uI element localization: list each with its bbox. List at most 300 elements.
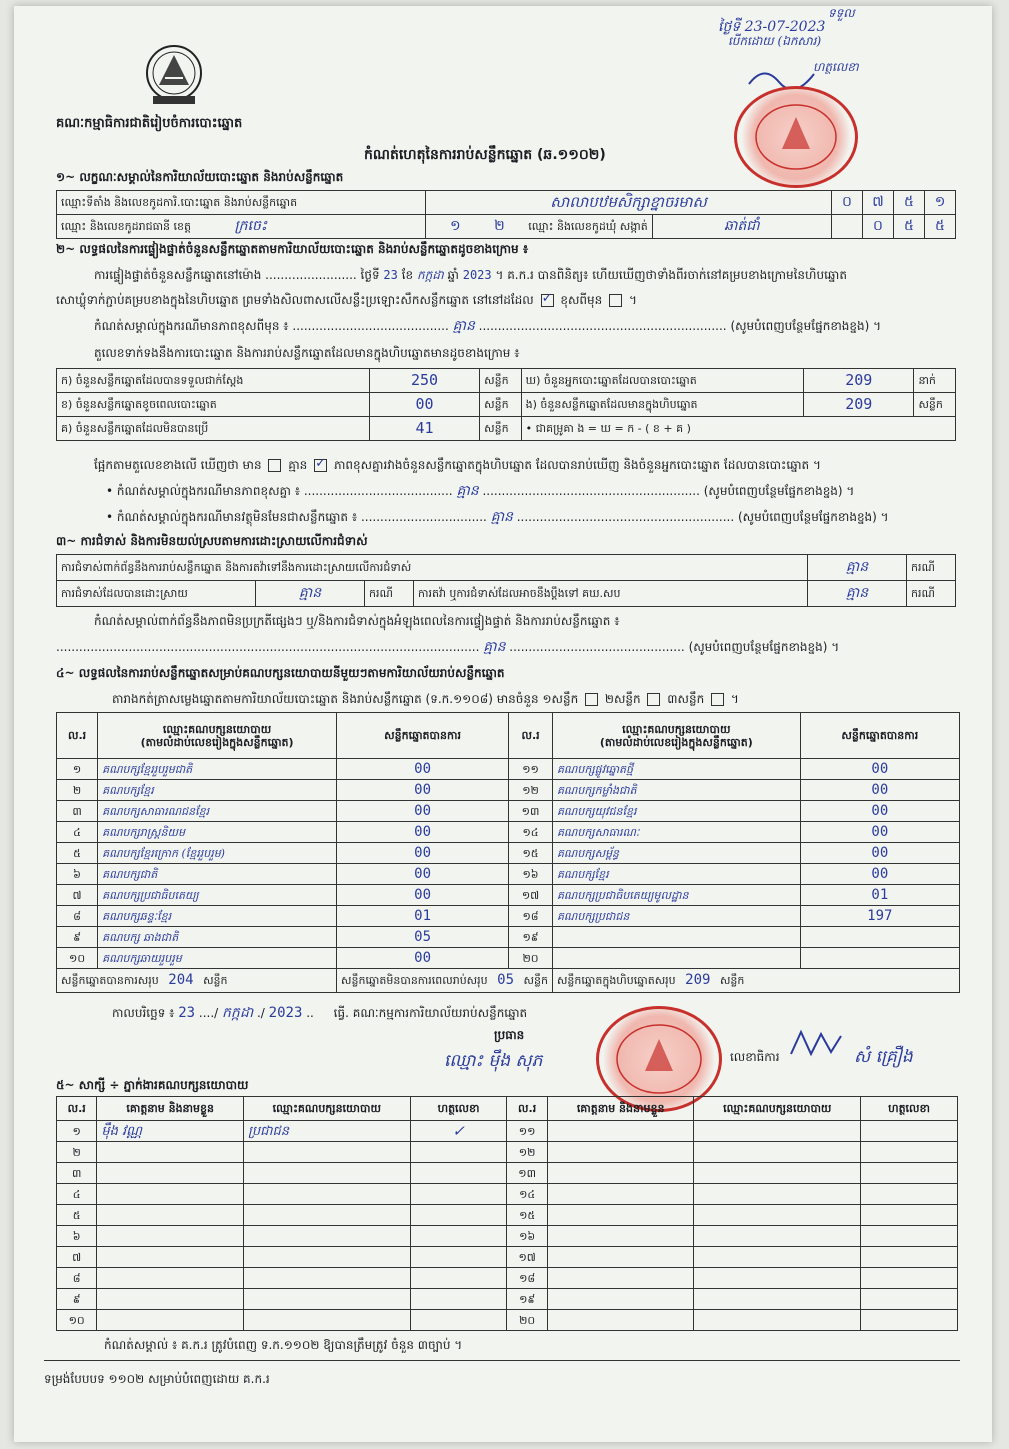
box-total-unit: សន្លឹក [719,974,745,987]
witness-signature [410,1205,507,1226]
station-name-value: សាលាបឋមសិក្សាខ្នាចរមាស [426,191,832,215]
section2-title: ២~ លទ្ធផលនៃការផ្ទៀងផ្ទាត់ចំនួនសន្លឹកឆ្នោតតាមការិយាល័យបោះឆ្នោត និងរាប់សន្លឹកឆ្នោតដូចខាងក្រោម ៖ [56,242,529,256]
bullet1-dots: ....................................... [303,484,453,498]
col-party [98,713,337,759]
party-name: គណបក្សសាធារណៈ [552,822,800,843]
witness-signature: ✓ [410,1121,507,1142]
different-checkbox[interactable] [609,294,622,307]
compare-tail: ភាពខុសគ្នារវាងចំនួនសន្លឹកឆ្នោតក្នុងហិបឆ្នោត ដែលបានរាប់ឃើញ និងចំនួនអ្នកបោះឆ្នោត ដែលបានបោះឆ្នោត ។ [333,458,821,472]
witness-name [97,1226,244,1247]
party-votes: 00 [800,864,959,885]
party-name: គណបក្សផ្លូវឆ្នោតថ្មី [552,759,800,780]
diff-note-dots: ......................................... [292,319,449,333]
party-votes: 00 [337,822,509,843]
results-row [57,864,960,885]
witness-no: ២០ [507,1310,547,1331]
objections-unit: ករណី [907,555,956,581]
witness-signature [861,1268,958,1289]
party-votes: 00 [337,948,509,969]
party-name: គណបក្សប្រជាធិបតេយ្យមូលដ្ឋាន [552,885,800,906]
party-name: គណបក្សប្រជាធិបតេយ្យ [98,885,337,906]
resolved-unit: ករណី [365,581,414,607]
irregularities-dots2: .............................................. [509,640,685,654]
witness-col-party-right: ឈ្មោះគណបក្សនយោបាយ [694,1097,861,1121]
valid-total-unit: សន្លឹក [203,974,228,987]
province-label-text: ឈ្មោះ និងលេខកូដរាជធានី ខេត្ត [61,220,191,233]
has-diff-checkbox[interactable] [268,459,281,472]
witness-no: ៨ [57,1268,97,1289]
witness-name [97,1247,244,1268]
figure-b-unit: សន្លឹក [480,393,522,417]
figure-d-unit: នាក់ [914,369,956,393]
party-votes: 00 [337,864,509,885]
witness-party [694,1184,861,1205]
figure-b-label: ខ) ចំនួនសន្លឹកឆ្នោតខូចពេលបោះឆ្នោត [57,393,370,417]
witness-name [547,1121,694,1142]
witness-no: ១៣ [507,1163,547,1184]
party-name: គណបក្សឆន្ទៈខ្មែរ [98,906,337,927]
col-party-title: ឈ្មោះគណបក្សនយោបាយ [162,722,272,736]
col-party-sub-right: (តាមលំដាប់លេខរៀងក្នុងសន្លឹកឆ្នោត) [599,735,753,749]
two-sheet-label: ២សន្លឹក [604,692,641,706]
diff-note-hint: (សូមបំពេញបន្ថែមផ្នែកខាងខ្នង) ។ [730,319,882,333]
witness-signature [861,1310,958,1331]
results-row [57,801,960,822]
verification-sentence-tail: ។ គ.ក.រ បានពិនិត្យ៖ ហើយឃើញថាទាំងពីរចាក់នៅគម្របខាងក្រោមនៃហិបឆ្នោត [495,268,847,282]
chair-label: ប្រធាន [494,1028,525,1042]
witness-row [57,1184,958,1205]
row-no: ១១ [509,759,553,780]
invalid-total-value: 05 [497,972,514,988]
figure-b-value: 00 [369,393,479,417]
verification-paragraph-2: សោឃ្លុំទាក់ភ្ជាប់គម្របខាងក្នុងនៃហិបឆ្នោត ព្រមទាំងសិលពាសលើសន្លឹះប្រឡោះសឹកសន្លឹកឆ្នោត នៅនៅដដែល ✓ ខុសពីមុន ។ [56,291,637,307]
valid-total [57,969,337,993]
results-row [57,822,960,843]
figure-d-label: ឃ) ចំនួនអ្នកបោះឆ្នោតដែលបានបោះឆ្នោត [521,369,803,393]
form-footnote: កំណត់សម្គាល់ ៖ គ.ក.រ ត្រូវបំពេញ ទ.ក.១១០២ ឱ្យបានត្រឹមត្រូវ ចំនួន ៣ច្បាប់ ។ [104,1338,463,1352]
witness-party [694,1121,861,1142]
row-no: ៣ [57,801,98,822]
commune-code-blank [832,215,863,239]
witness-row [57,1247,958,1268]
col-party-right [552,713,800,759]
witness-name [547,1163,694,1184]
received-note-line4: ហត្ថលេខា [813,60,859,74]
witness-signature [410,1142,507,1163]
witness-row [57,1226,958,1247]
witness-party [243,1310,410,1331]
station-code-digit: ៧ [863,191,894,215]
bullet1-label: • កំណត់សម្គាល់ក្នុងករណីមានភាពខុសគ្នា ៖ [106,484,301,498]
witness-row [57,1121,958,1142]
witness-no: ១១ [507,1121,547,1142]
witness-name [547,1184,694,1205]
witness-no: ៧ [57,1247,97,1268]
station-code-digit: ០ [832,191,863,215]
party-votes: 00 [800,801,959,822]
bullet2-dots: ................................. [360,510,487,524]
station-code-digit: ៥ [894,191,925,215]
witness-no: ១២ [507,1142,547,1163]
province-codes [426,215,653,239]
witness-party [694,1163,861,1184]
witness-row [57,1142,958,1163]
witness-row [57,1289,958,1310]
objections-table [56,554,956,607]
party-name: គណបក្សខ្មែរក្រោក (ខ្មែររួបរួម) [98,843,337,864]
witness-col-sign: ហត្ថលេខា [410,1097,507,1121]
two-sheet-checkbox[interactable] [647,693,660,706]
section4-title: ៤~ លទ្ធផលនៃការរាប់សន្លឹកឆ្នោតសម្រាប់គណបក្សនយោបាយនីមួយៗតាមការិយាល័យរាប់សន្លឹកឆ្នោត [56,666,505,680]
witness-name [97,1268,244,1289]
party-name: គណបក្សខ្មែរ [552,864,800,885]
party-votes: 00 [800,759,959,780]
three-sheet-label: ៣សន្លឹក [667,692,705,706]
witness-no: ២ [57,1142,97,1163]
party-votes: 00 [337,801,509,822]
witness-party [694,1247,861,1268]
witness-signature [410,1163,507,1184]
figure-a-unit: សន្លឹក [480,369,522,393]
witness-name [97,1163,244,1184]
date-label: កាលបរិច្ឆេទ ៖ [112,1006,175,1020]
witness-party [694,1268,861,1289]
commune-code-digit: ៥ [925,215,956,239]
witness-party [694,1226,861,1247]
received-note-line1: ទទួល [828,6,855,20]
party-name: គណបក្សខ្មែរ [98,780,337,801]
witness-signature [861,1205,958,1226]
same-checkbox[interactable]: ✓ [541,291,553,306]
witness-party [694,1205,861,1226]
figures-table [56,368,956,441]
witness-name [547,1268,694,1289]
day-label: ថ្ងៃទី [360,268,380,282]
witness-party [694,1289,861,1310]
party-name [552,948,800,969]
col-votes-right: សន្លឹកឆ្នោតបានការ [800,713,959,759]
row-no: ១៩ [509,927,553,948]
witness-no: ១០ [57,1310,97,1331]
party-votes: 00 [800,822,959,843]
results-row [57,780,960,801]
witness-no: ១៥ [507,1205,547,1226]
witness-name [97,1142,244,1163]
party-votes: 00 [800,843,959,864]
witness-signature [861,1226,958,1247]
diff-note-dots2: ................................................................. [478,319,727,333]
witness-name [97,1205,244,1226]
col-no: ល.រ [57,713,98,759]
witness-signature [410,1310,507,1331]
witness-signature [861,1289,958,1310]
verification-seal-text: សោឃ្លុំទាក់ភ្ជាប់គម្របខាងក្នុងនៃហិបឆ្នោត ព្រមទាំងសិលពាសលើសន្លឹះប្រឡោះសឹកសន្លឹកឆ្នោត នៅនៅដដែល [56,293,534,307]
witness-party [243,1163,410,1184]
witness-party [694,1142,861,1163]
col-votes: សន្លឹកឆ្នោតបានការ [337,713,509,759]
witness-col-no-right: ល.រ [507,1097,547,1121]
results-summary-row [57,969,960,993]
date-month: កក្កដា [222,1005,254,1021]
witness-no: ១៨ [507,1268,547,1289]
witness-name [547,1226,694,1247]
witness-signature [861,1163,958,1184]
witness-col-no: ល.រ [57,1097,97,1121]
row-no: ៧ [57,885,98,906]
received-note-line3: បើកដោយ (ឯកសារ) [728,34,822,48]
party-votes: 01 [800,885,959,906]
bullet2-line [106,510,889,525]
no-diff-checkbox[interactable]: ✓ [315,456,327,471]
secretary-label: លេខាធិការ [730,1050,780,1064]
bullet2-hint: (សូមបំពេញបន្ថែមផ្នែកខាងខ្នង) ។ [738,510,889,524]
row-no: ២ [57,780,98,801]
time-dots: ........................ [265,268,357,282]
row-no: ៥ [57,843,98,864]
bullet2-label: • កំណត់សម្គាល់ក្នុងករណីមានវត្ថុមិនមែនជាសន្លឹកឆ្នោត ៖ [106,510,358,524]
verification-paragraph-1 [94,268,847,283]
signing-date-line: កាលបរិច្ឆេទ ៖ 23 ..../ កក្កដា ./ 2023 .. ធ្វើ. គណៈកម្មការការិយាល័យរាប់សន្លឹកឆ្នោត [112,1005,528,1021]
party-name: គណបក្ស ឆាងជាតិ [98,927,337,948]
figure-e-label: ង) ចំនួនសន្លឹកឆ្នោតដែលមានក្នុងហិបឆ្នោត [521,393,803,417]
row-no: ៩ [57,927,98,948]
row-no: ១៦ [509,864,553,885]
figure-a-label-text: ក) ចំនួនសន្លឹកឆ្នោតដែលបានទទួលជាក់ស្តែង [61,374,244,387]
witness-party [243,1247,410,1268]
irregularities-label: កំណត់សម្គាល់ពាក់ព័ន្ធនឹងភាពមិនប្រក្រតីផ្សេងៗ ឬ/និងការជំទាស់ក្នុងអំឡុងពេលនៃការផ្ទៀងផ្ទាត់ និងការរាប់សន្លឹកឆ្នោត ៖ [94,614,620,628]
witness-party [243,1289,410,1310]
witness-name [547,1289,694,1310]
compare-line [94,458,821,473]
secretary-signature [786,1024,846,1064]
bullet2-dots2: ......................................................... [516,510,735,524]
row-no: ១៨ [509,906,553,927]
tally-sheet-line: តារាងកត់ត្រាសម្លេងឆ្នោតតាមការិយាល័យបោះឆ្នោត និងរាប់សន្លឹកឆ្នោត (ទ.ក.១១០៨) មានចំនួន ១សន្លឹក ២សន្លឹក ៣សន្លឹក ។ [112,692,739,706]
chair-name: ឈ្មោះ ម៉ឹង សុភ [444,1051,543,1071]
witness-no: ១៤ [507,1184,547,1205]
figure-d-value: 209 [804,369,914,393]
secretary-name: សំ គ្រឿង [854,1047,913,1067]
party-votes: 00 [337,885,509,906]
invalid-total [337,969,553,993]
party-votes: 00 [337,843,509,864]
witness-no: ៥ [57,1205,97,1226]
witness-name [547,1310,694,1331]
received-note-line2: ថ្ងៃទី 23-07-2023 [718,19,826,35]
party-votes: 01 [337,906,509,927]
witness-row [57,1268,958,1289]
party-name: គណបក្សសម្ព័ន្ធ [552,843,800,864]
commune-value: ឆាត់ជាំ [652,215,831,239]
figure-c-label: គ) ចំនួនសន្លឹកឆ្នោតដែលមិនបានប្រើ [57,417,370,441]
party-name: គណបក្សរាស្ត្រនិយម [98,822,337,843]
witness-party [243,1205,410,1226]
verification-time-label: ការផ្ទៀងផ្ទាត់ចំនួនសន្លឹកឆ្នោតនៅម៉ោង [94,268,262,282]
year-value: 2023 [462,268,492,282]
row-no: ១៤ [509,822,553,843]
party-name: គណបក្សខ្មែររួបរួមជាតិ [98,759,337,780]
one-sheet-checkbox[interactable] [585,693,598,706]
party-name [552,927,800,948]
irregularities-line [56,640,956,655]
party-name: គណបក្សជាតិ [98,864,337,885]
footer-text: ទម្រង់បែបបទ ១១០២ សម្រាប់បំពេញដោយ គ.ក.រ [44,1372,270,1386]
bullet1-line [106,484,854,499]
irregularities-hint: (សូមបំពេញបន្ថែមផ្នែកខាងខ្នង) ។ [688,640,840,654]
witness-row [57,1163,958,1184]
results-row [57,885,960,906]
province-value: ក្រចេះ [234,218,268,234]
diff-note-line [94,319,954,334]
witness-party [243,1184,410,1205]
witness-no: ១៩ [507,1289,547,1310]
appeal-value: គ្មាន [808,581,907,607]
form-title: កំណត់ហេតុនៃការរាប់សន្លឹកឆ្នោត (ឆ.១១០២) [364,147,606,163]
bullet1-value: គ្មាន [456,483,479,499]
row-no: ៤ [57,822,98,843]
witness-signature [861,1247,958,1268]
section5-title: ៥~ សាក្សី ÷ ភ្នាក់ងារគណបក្សនយោបាយ [56,1078,249,1092]
party-votes: 00 [337,780,509,801]
witness-party [243,1142,410,1163]
witness-no: ១ [57,1121,97,1142]
results-row [57,759,960,780]
resolved-value: គ្មាន [256,581,365,607]
province-label [57,215,426,239]
objections-value: គ្មាន [808,555,907,581]
row-no: ១៧ [509,885,553,906]
row-no: ១៥ [509,843,553,864]
station-name-label: ឈ្មោះទីតាំង និងលេខកូដការិ.បោះឆ្នោត និងរាប់សន្លឹកឆ្នោត [57,191,426,215]
invalid-total-unit: សន្លឹក [523,974,548,987]
row-no: ១៣ [509,801,553,822]
witness-no: ៤ [57,1184,97,1205]
witness-col-name: គោត្តនាម និងនាមខ្លួន [97,1097,244,1121]
witness-table [56,1096,958,1331]
witness-signature [410,1226,507,1247]
witness-name [97,1184,244,1205]
box-total-value: 209 [685,972,711,988]
witness-col-name-right: គោត្តនាម និងនាមខ្លួន [547,1097,694,1121]
party-votes: 00 [800,780,959,801]
bullet1-dots2: ......................................................... [482,484,700,498]
witness-row [57,1205,958,1226]
org-line: គណៈកម្មាធិការជាតិរៀបចំការបោះឆ្នោត [56,116,243,131]
committee-label: ធ្វើ. គណៈកម្មការការិយាល័យរាប់សន្លឹកឆ្នោត [333,1006,528,1020]
figure-a-label [57,369,370,393]
witness-signature [861,1142,958,1163]
three-sheet-checkbox[interactable] [711,693,724,706]
form-sheet [14,6,992,1442]
invalid-total-label: សន្លឹកឆ្នោតមិនបានការពេលរាប់សរុប [341,974,488,987]
figure-a-value: 250 [369,369,479,393]
valid-total-label: សន្លឹកឆ្នោតបានការសរុប [61,974,159,987]
province-code-digit: ១ [450,218,461,234]
witness-col-party: ឈ្មោះគណបក្សនយោបាយ [243,1097,410,1121]
witness-signature [861,1121,958,1142]
witness-no: ១៦ [507,1226,547,1247]
nec-logo [139,40,209,110]
irregularities-value: គ្មាន [483,639,506,655]
witness-no: ៣ [57,1163,97,1184]
section3-title: ៣~ ការជំទាស់ និងការមិនយល់ស្របតាមការដោះស្រាយលើការជំទាស់ [56,534,368,548]
figure-e-unit: សន្លឹក [914,393,956,417]
section1-title: ១~ លក្ខណៈសម្គាល់នៃការិយាល័យបោះឆ្នោត និងរាប់សន្លឹកឆ្នោត [56,170,344,184]
commune-label: ឈ្មោះ និងលេខកូដឃុំ សង្កាត់ [528,220,648,233]
box-total [552,969,959,993]
witness-name [97,1310,244,1331]
irregularities-dots: ............................................................................................................... [56,640,480,654]
party-name: គណបក្សប្រជាជន [552,906,800,927]
results-row [57,948,960,969]
witness-signature [410,1289,507,1310]
row-no: ១ [57,759,98,780]
witness-party: ប្រជាជន [243,1121,410,1142]
valid-total-value: 204 [168,972,194,988]
objections-label: ការជំទាស់ពាក់ព័ន្ធនឹងការរាប់សន្លឹកឆ្នោត និងការតវ៉ាទៅនឹងការដោះស្រាយលើការជំទាស់ [57,555,808,581]
witness-row [57,1310,958,1331]
diff-note-value: គ្មាន [452,318,475,334]
date-year: 2023 [268,1005,303,1021]
figure-c-unit: សន្លឹក [480,417,522,441]
commune-code-digit: ០ [863,215,894,239]
results-table [56,712,960,993]
party-name: គណបក្សឆាយរួបរួម [98,948,337,969]
party-name: គណបក្សយុវជនខ្មែរ [552,801,800,822]
witness-party [694,1310,861,1331]
station-id-table [56,190,956,239]
footer-divider [44,1360,960,1361]
col-party-sub: (តាមលំដាប់លេខរៀងក្នុងសន្លឹកឆ្នោត) [140,735,294,749]
figures-intro: តួលេខទាក់ទងនឹងការបោះឆ្នោត និងការរាប់សន្លឹកឆ្នោតដែលមានក្នុងហិបឆ្នោតមានដូចខាងក្រោម ៖ [94,346,520,360]
witness-name [547,1142,694,1163]
box-total-label: សន្លឹកឆ្នោតក្នុងហិបឆ្នោតសរុប [556,974,676,987]
tally-sheet-intro: តារាងកត់ត្រាសម្លេងឆ្នោតតាមការិយាល័យបោះឆ្នោត និងរាប់សន្លឹកឆ្នោត (ទ.ក.១១០៨) មានចំនួន ១សន្លឹក [112,692,579,706]
no-diff-label: គ្មាន [288,458,308,472]
month-label: ខែ [401,268,414,282]
results-row [57,927,960,948]
row-no: ២០ [509,948,553,969]
witness-signature [410,1247,507,1268]
row-no: ១២ [509,780,553,801]
different-option-label: ខុសពីមុន [560,293,603,307]
party-name: គណបក្សកម្លាំងជាតិ [552,780,800,801]
bullet1-hint: (សូមបំពេញបន្ថែមផ្នែកខាងខ្នង) ។ [703,484,855,498]
witness-party [243,1268,410,1289]
party-votes: 00 [337,759,509,780]
commune-code-digit: ៥ [894,215,925,239]
year-label: ឆ្នាំ [447,268,459,282]
resolved-label: ការជំទាស់ដែលបានដោះស្រាយ [57,581,256,607]
figure-e-value: 209 [804,393,914,417]
party-name: គណបក្សសាធារណជនខ្មែរ [98,801,337,822]
formula: • ជាគម្រូគា ង = ឃ = ក - ( ខ + គ ) [521,417,955,441]
row-no: ៦ [57,864,98,885]
witness-name: ម៉ឹង វណ្ណ [97,1121,244,1142]
witness-name [547,1247,694,1268]
party-votes: 197 [800,906,959,927]
results-row [57,906,960,927]
diff-note-label: កំណត់សម្គាល់ក្នុងករណីមានភាពខុសពីមុន ៖ [94,319,289,333]
province-code-digit: ២ [494,218,505,234]
party-votes [800,948,959,969]
witness-name [547,1205,694,1226]
results-row [57,843,960,864]
col-party-title-right: ឈ្មោះគណបក្សនយោបាយ [622,722,731,736]
bullet2-value: គ្មាន [490,509,513,525]
row-no: ៨ [57,906,98,927]
party-votes [800,927,959,948]
